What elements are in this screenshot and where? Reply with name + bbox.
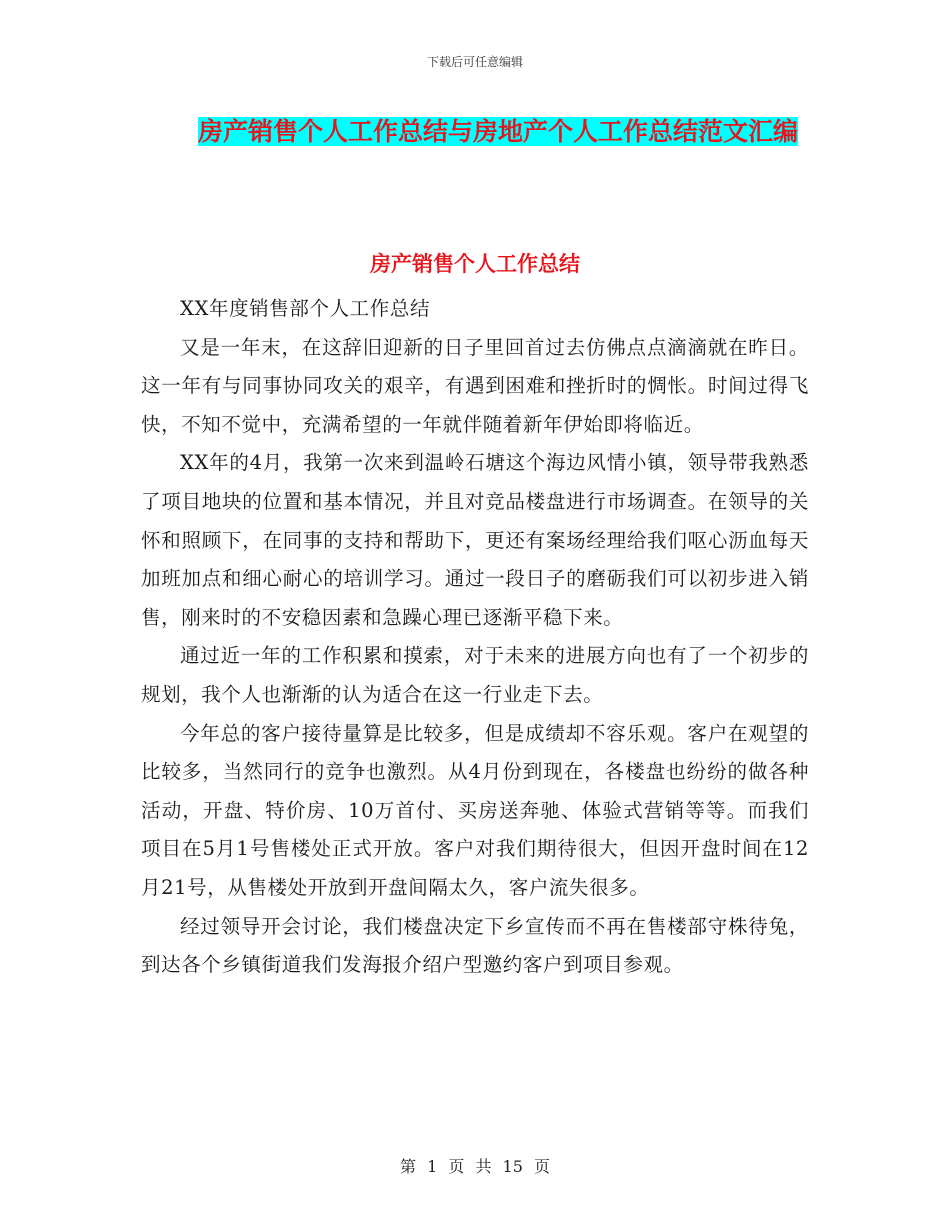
document-title [192, 110, 804, 154]
page-number: 第 1 页 共 15 页 [400, 1157, 550, 1176]
document-body [141, 290, 809, 985]
header-note: 下载后可任意编辑 [426, 55, 523, 69]
body-paragraph: 又是一年末，在这辞旧迎新的日子里回首过去仿佛点点滴滴就在昨日。这一年有与同事协同攻关的艰辛，有遇到困难和挫折时的惆怅。时间过得飞快，不知不觉中，充满希望的一年就伴随着新年伊始即将临近。 [141, 335, 809, 436]
body-paragraph: 今年总的客户接待量算是比较多，但是成绩却不容乐观。客户在观望的比较多，当然同行的竞争也激烈。从4月份到现在，各楼盘也纷纷的做各种活动，开盘、特价房、10万首付、买房送奔驰、体验式营销等等。而我们项目在5月1号售楼处正式开放。客户对我们期待很大，但因开盘时间在12月21号，从售楼处开放到开盘间隔太久，客户流失很多。 [141, 721, 809, 899]
section-title: 房产销售个人工作总结 [370, 252, 580, 276]
body-paragraph: XX年的4月，我第一次来到温岭石塘这个海边风情小镇，领导带我熟悉了项目地块的位置和基本情况，并且对竞品楼盘进行市场调查。在领导的关怀和照顾下，在同事的支持和帮助下，更还有案场经理给我们呕心沥血每天加班加点和细心耐心的培训学习。通过一段日子的磨砺我们可以初步进入销售，刚来时的不安稳因素和急躁心理已逐渐平稳下来。 [141, 451, 809, 629]
body-paragraph: 经过领导开会讨论，我们楼盘决定下乡宣传而不再在售楼部守株待兔，到达各个乡镇街道我们发海报介绍户型邀约客户到项目参观。 [141, 914, 809, 977]
body-paragraph: XX年度销售部个人工作总结 [180, 297, 431, 320]
document-title-text: 房产销售个人工作总结与房地产个人工作总结范文汇编 [197, 117, 798, 146]
body-paragraph: 通过近一年的工作积累和摸索，对于未来的进展方向也有了一个初步的规划，我个人也渐渐的认为适合在这一行业走下去。 [141, 644, 809, 706]
